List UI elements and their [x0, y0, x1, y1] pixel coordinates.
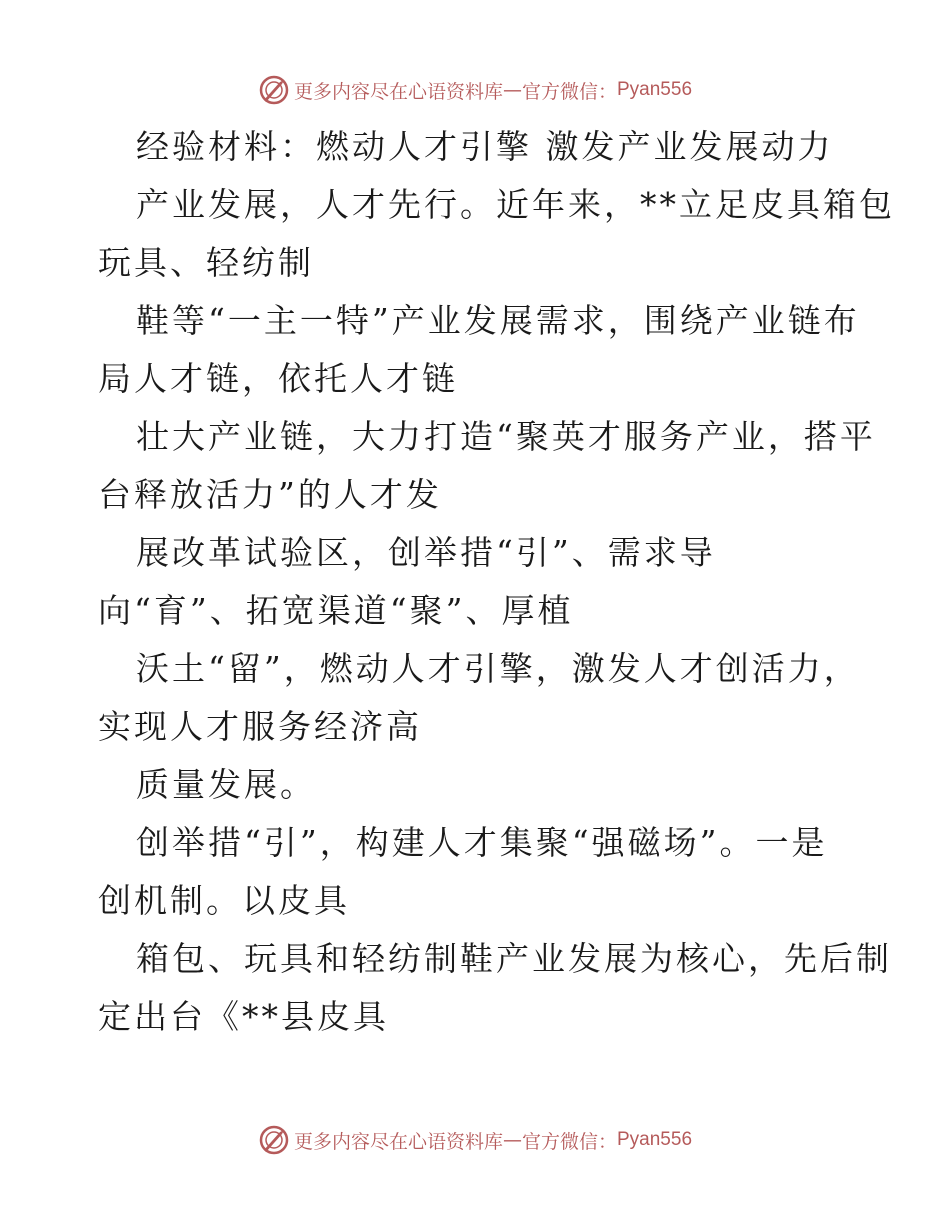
watermark-separator: —	[502, 1129, 522, 1151]
footer-watermark	[0, 1122, 950, 1158]
watermark-wechat-id: Pyan556	[617, 79, 693, 100]
document-line: 沃土“留”，燃动人才引擎，激发人才创活力，	[136, 649, 860, 688]
document-line: 定出台《**县皮具	[98, 997, 389, 1036]
document-line: 壮大产业链，大力打造“聚英才服务产业，搭平	[136, 417, 876, 456]
document-line: 箱包、玩具和轻纺制鞋产业发展为核心，先后制	[136, 939, 892, 978]
document-title: 经验材料：燃动人才引擎 激发产业发展动力	[136, 127, 834, 166]
document-line: 展改革试验区，创举措“引”、需求导	[136, 533, 716, 572]
document-line: 创机制。以皮具	[98, 881, 350, 920]
watermark-text: 更多内容尽在心语资料库	[293, 1130, 503, 1153]
header-watermark	[0, 72, 950, 108]
quill-seal-icon	[258, 74, 290, 106]
document-line: 鞋等“一主一特”产业发展需求，围绕产业链布	[136, 301, 860, 340]
watermark-text: 更多内容尽在心语资料库	[293, 80, 503, 103]
document-body	[98, 118, 895, 1046]
document-line: 实现人才服务经济高	[98, 707, 422, 746]
document-line: 质量发展。	[136, 765, 316, 804]
document-line: 台释放活力”的人才发	[98, 475, 442, 514]
document-line: 创举措“引”，构建人才集聚“强磁场”。一是	[136, 823, 828, 862]
watermark-suffix: 官方微信：	[521, 1130, 617, 1153]
document-line: 玩具、轻纺制	[98, 243, 314, 282]
watermark-suffix: 官方微信：	[521, 80, 617, 103]
quill-seal-icon	[258, 1124, 290, 1156]
watermark-wechat-id: Pyan556	[617, 1129, 693, 1150]
document-line: 向“育”、拓宽渠道“聚”、厚植	[98, 591, 574, 630]
document-line: 局人才链，依托人才链	[98, 359, 458, 398]
watermark-separator: —	[502, 79, 522, 101]
document-line: 产业发展，人才先行。近年来，**立足皮具箱包	[136, 185, 895, 224]
